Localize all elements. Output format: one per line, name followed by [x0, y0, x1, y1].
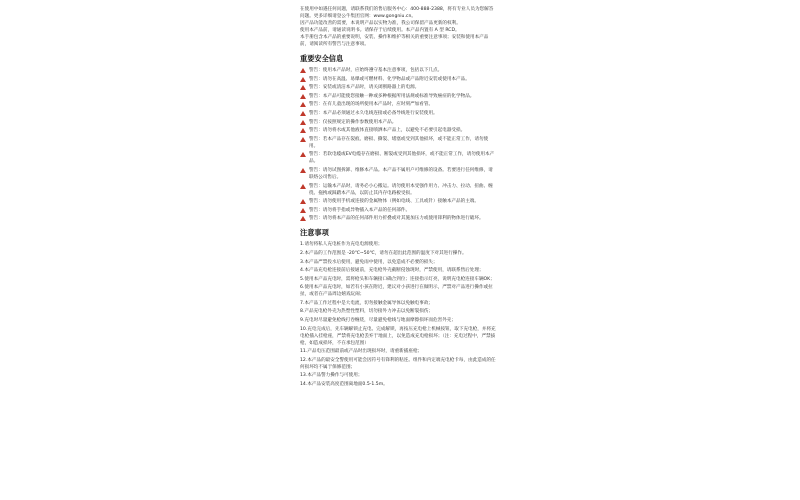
note-item: 6.使用本产品充电时，如若有小孩在附近，建议对小孩进行在做明示，严禁对产品进行操作或拉扯，或者在产品周边嬉戏玩闹； [300, 285, 493, 298]
note-item: 12.本产品的最安全警使用可能会因符号有锋利的粘连。组件和内定端充电枪卡每，由此造成的任何损坏均不属于保修范围； [300, 357, 496, 370]
warning-triangle-icon [300, 120, 306, 125]
note-item: 5.使用本产品充电时，需将枪头和车辆接口确合到位；连接指示灯亮，说明充电枪连接车辆OK； [300, 276, 495, 282]
warning-triangle-icon [300, 208, 306, 213]
note-item: 2.本产品的工作范围是 -20℃~50℃，请勿在超出此范围的温度下对其进行操作。 [300, 250, 467, 256]
intro-paragraph: 使用本产品前，请通读说明书。请保存于后续使用。本产品内置有 A 型 RCD。 [300, 28, 460, 33]
warning-triangle-icon [300, 94, 306, 99]
warning-text: 警告：使用本产品时，应始终遵守基本注意事项，包括以下几点。 [309, 68, 443, 73]
warning-text: 警告：请勿将手指或异物插入本产品的任何部件。 [309, 207, 411, 213]
warning-item [300, 76, 496, 83]
warning-item [300, 67, 496, 74]
note-item: 10.充电完成后，先车辆解锁止充电、完成解锁，再按压充电枪上机械按钮，取下充电枪，并将充电枪插入挂枪座，严禁将充电枪丢弃于地面上，以免造成充电枪损坏；（注：充电过程中，严禁拔枪，如造成损坏，不在承包范围） [300, 326, 496, 346]
warning-item [300, 207, 496, 214]
note-item: 14.本产品安装高度范围离地面0.5-1.5m。 [300, 382, 388, 388]
safety-heading: 重要安全信息 [300, 54, 344, 63]
warning-triangle-icon [300, 168, 306, 173]
warning-item [300, 215, 496, 222]
warning-text: 警告：本产品必须通过永久电线连接或必备导线进行安装使用。 [309, 110, 438, 116]
warning-item [300, 136, 496, 150]
warning-item [300, 93, 496, 100]
note-item: 11.产品电压范围最前或产品时出现损坏时，请重新插座枪； [300, 349, 423, 355]
warning-triangle-icon [300, 152, 306, 157]
warning-text: 警告：若本产品存在裂痕、磨损、撕裂、堵塞或受到其他损坏，或不能正常工作，请勿使用。 [309, 136, 489, 149]
warning-item [300, 127, 496, 134]
intro-paragraph: 在使用中如遇任何问题，请联系我们的售后服务中心：400-888-2388，将有专业人员为您解答问题。更多详细请登公牛集团官网：www.gongniu.cn。 [300, 7, 494, 19]
warning-text: 警告：安装或清洁本产品时，请关闭断路器上的电源。 [309, 85, 420, 91]
warning-triangle-icon [300, 128, 306, 133]
note-item: 7.本产品工作过程中是大电流，切勿接触金属导体以免触电事故； [300, 300, 434, 306]
warning-text: 警告：若软电缆或EV电缆存在磨损、断裂或受到其他损坏，或不能正常工作，请勿使用本产品。 [309, 152, 495, 165]
warning-text: 警告：请勿在高温、易爆或可燃材料、化学物品或产品附近安装或使用本产品。 [309, 76, 470, 82]
note-item: 1.请勿将私人充电桩作为充电电源使用； [300, 242, 383, 248]
note-item: 9.充电时尽量避免枪线打卷缠绕，尽量避免枪线与地面摩擦损坏而危害外壳； [300, 318, 456, 324]
intro-paragraph: 本手册包含本产品的重要说明，安装、操作和维护等相关的重要注意事项；安装和使用本产品前，请阅读所有警告与注意事项。 [300, 35, 489, 47]
warning-text: 警告：本产品可能使您接触一种或多种根据所用法规或标准导致癌症的化学物品。 [309, 93, 475, 99]
warning-item [300, 119, 496, 126]
warning-item [300, 198, 496, 205]
notes-list [300, 241, 496, 388]
note-item: 8.产品充电枪外壳为热塑性塑料，切勿接外力冲击以免断裂损伤； [300, 309, 434, 315]
warning-triangle-icon [300, 137, 306, 142]
note-item: 4.本产品充电枪连接前后接通前，充电枪外壳截断侵蚀现时，严禁使用，请联系售后处理； [300, 268, 484, 274]
warning-item [300, 110, 496, 117]
warning-triangle-icon [300, 102, 306, 107]
warning-text: 警告：仅按照规定的操作参数使用本产品。 [309, 119, 397, 125]
warning-triangle-icon [300, 77, 306, 82]
warning-triangle-icon [300, 184, 306, 189]
warning-text: 警告：运输本产品时，请务必小心搬运。请勿使用本受强作用力、冲击力、拉动、扭曲、缠绕、拖拽或踩踏本产品，以防止其内存电路板受损。 [309, 183, 493, 196]
warning-item [300, 84, 496, 91]
note-item: 13.本产品警力操作与可使用； [300, 373, 363, 379]
notes-heading: 注意事项 [300, 228, 329, 238]
manual-document [300, 6, 496, 390]
warning-item [300, 151, 496, 165]
note-item: 3.本产品严禁投水后使用，避免雨中使用，以免造成不必要的损失； [300, 259, 438, 265]
warning-item [300, 167, 496, 181]
warning-triangle-icon [300, 111, 306, 116]
warning-triangle-icon [300, 68, 306, 73]
safety-warnings-list [300, 67, 496, 222]
intro-paragraph: 因产品功能改善的需要，本说明产品以实物为准，我公司保留产品更新的权利。 [300, 21, 461, 26]
warning-triangle-icon [300, 85, 306, 90]
warning-text: 警告：请勿将水或其他液体直接喷洒本产品上，以避免不必要引起电器受损。 [309, 128, 466, 134]
warning-item [300, 101, 496, 108]
warning-triangle-icon [300, 216, 306, 221]
warning-item [300, 183, 496, 197]
intro-section [300, 6, 496, 48]
warning-triangle-icon [300, 199, 306, 204]
warning-text: 警告：在有儿童出现的场所使用本产品时，应时刻严加看管。 [309, 102, 434, 108]
warning-text: 警告：请勿试图拆卸、维修本产品。本产品不属用户可维修的设备。若要进行任何维修，请联络公司售后。 [309, 167, 493, 180]
warning-text: 警告：请勿将本产品的任何部件用力折叠或对其施加压力或使用锋利的物体进行破坏。 [309, 216, 484, 222]
warning-text: 警告：请勿使用手机或连接的金属物体（例如电线、工具或针）接触本产品的主端。 [309, 199, 479, 205]
